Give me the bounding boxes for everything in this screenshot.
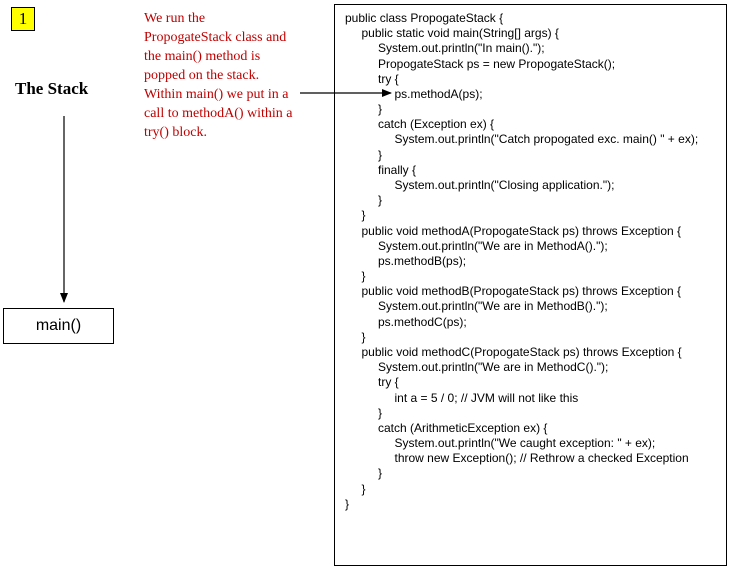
code-line: try { bbox=[378, 71, 399, 86]
explanation-line: We run the bbox=[144, 11, 206, 26]
code-line: int a = 5 / 0; // JVM will not like this bbox=[394, 390, 579, 405]
code-line: ps.methodA(ps); bbox=[394, 86, 483, 101]
code-line: ps.methodB(ps); bbox=[378, 253, 467, 268]
code-line: public void methodA(PropogateStack ps) throws Exception { bbox=[361, 223, 682, 238]
explanation-line: Within main() we put in a bbox=[144, 87, 289, 102]
code-line: public void methodC(PropogateStack ps) throws Exception { bbox=[361, 344, 682, 359]
code-line: } bbox=[361, 208, 366, 223]
code-line: throw new Exception(); // Rethrow a checked Exception bbox=[394, 451, 689, 466]
explanation-text bbox=[144, 9, 319, 142]
code-line: System.out.println("Catch propogated exc. main() " + ex); bbox=[394, 132, 699, 147]
code-line: catch (Exception ex) { bbox=[378, 117, 495, 132]
code-line: } bbox=[378, 147, 383, 162]
code-line: public static void main(String[] args) { bbox=[361, 26, 559, 41]
explanation-line: the main() method is bbox=[144, 49, 261, 64]
code-line: System.out.println("We are in MethodC()."); bbox=[378, 360, 609, 375]
code-line: } bbox=[361, 481, 366, 496]
code-listing-box bbox=[334, 4, 727, 566]
code-line: PropogateStack ps = new PropogateStack(); bbox=[378, 56, 616, 71]
code-line: } bbox=[378, 102, 383, 117]
code-line: System.out.println("We are in MethodA()."); bbox=[378, 238, 608, 253]
code-line: public void methodB(PropogateStack ps) throws Exception { bbox=[361, 284, 682, 299]
code-line: } bbox=[361, 269, 366, 284]
code-line: } bbox=[378, 193, 383, 208]
code-line: finally { bbox=[378, 162, 417, 177]
code-line: System.out.println("We are in MethodB()."); bbox=[378, 299, 608, 314]
code-line: System.out.println("In main()."); bbox=[378, 41, 545, 56]
code-line: } bbox=[345, 496, 350, 511]
code-line: catch (ArithmeticException ex) { bbox=[378, 420, 548, 435]
explanation-line: call to methodA() within a bbox=[144, 106, 293, 121]
explanation-line: popped on the stack. bbox=[144, 68, 260, 83]
code-line: System.out.println("Closing application."); bbox=[394, 177, 615, 192]
stack-title: The Stack bbox=[15, 79, 89, 98]
stack-frame-main: main() bbox=[3, 308, 114, 344]
code-line: } bbox=[378, 466, 383, 481]
code-line: } bbox=[361, 329, 366, 344]
code-line: public class PropogateStack { bbox=[345, 11, 504, 25]
explanation-line: try() block. bbox=[144, 125, 207, 140]
code-line: try { bbox=[378, 375, 399, 390]
step-number-badge: 1 bbox=[11, 7, 35, 31]
explanation-line: PropogateStack class and bbox=[144, 30, 287, 45]
code-line: ps.methodC(ps); bbox=[378, 314, 467, 329]
code-line: } bbox=[378, 405, 383, 420]
code-line: System.out.println("We caught exception: " + ex); bbox=[394, 436, 656, 451]
